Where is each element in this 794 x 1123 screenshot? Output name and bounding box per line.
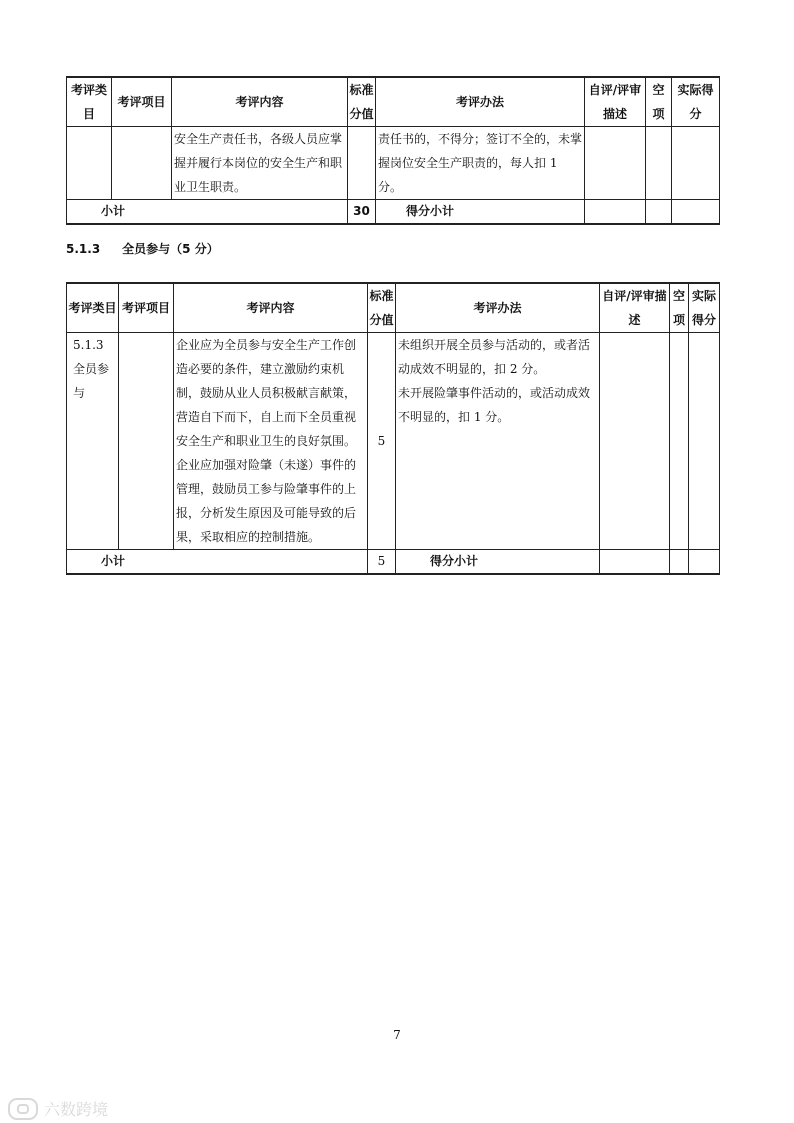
cell-method: 责任书的，不得分；签订不全的，未掌握岗位安全生产职责的，每人扣 1 分。 bbox=[376, 127, 585, 200]
content-paragraph-2: 企业应加强对险肇（未遂）事件的管理，鼓励员工参与险肇事件的上报，分析发生原因及可能导致的后果，采取相应的控制措施。 bbox=[176, 458, 357, 544]
subtotal-label: 小计 bbox=[67, 200, 348, 224]
cell-method bbox=[396, 333, 600, 550]
cell-empty bbox=[670, 333, 689, 550]
watermark-text: 六数跨境 bbox=[44, 1100, 109, 1119]
cell-self-review bbox=[585, 127, 646, 200]
section-title: 全员参与（5 分） bbox=[122, 242, 219, 256]
method-paragraph-2: 未开展险肇事件活动的，或活动成效不明显的，扣 1 分。 bbox=[398, 386, 591, 424]
header-project: 考评项目 bbox=[112, 77, 172, 127]
header-standard: 标准分值 bbox=[368, 283, 396, 333]
cell-content: 安全生产责任书，各级人员应掌握并履行本岗位的安全生产和职业卫生职责。 bbox=[172, 127, 348, 200]
header-content: 考评内容 bbox=[174, 283, 368, 333]
subtotal-empty bbox=[646, 200, 672, 224]
assessment-table-2 bbox=[66, 282, 720, 575]
header-content: 考评内容 bbox=[172, 77, 348, 127]
cell-project bbox=[112, 127, 172, 200]
subtotal-actual bbox=[672, 200, 720, 224]
subtotal-self-review bbox=[585, 200, 646, 224]
cell-actual bbox=[672, 127, 720, 200]
header-self-review: 自评/评审描述 bbox=[585, 77, 646, 127]
header-category: 考评类目 bbox=[67, 77, 112, 127]
header-project: 考评项目 bbox=[119, 283, 174, 333]
cell-category bbox=[67, 127, 112, 200]
subtotal-row bbox=[67, 550, 720, 574]
page-number: 7 bbox=[393, 1028, 401, 1042]
assessment-table-1 bbox=[66, 76, 720, 225]
cell-standard: 5 bbox=[368, 333, 396, 550]
subtotal-empty bbox=[670, 550, 689, 574]
section-heading bbox=[66, 240, 219, 257]
table-row bbox=[67, 127, 720, 200]
subtotal-row bbox=[67, 200, 720, 224]
content-paragraph-1: 企业应为全员参与安全生产工作创造必要的条件，建立激励约束机制，鼓励从业人员积极献言献策，营造自下而下，自上而下全员重视安全生产和职业卫生的良好氛围。 bbox=[176, 338, 357, 448]
subtotal-self-review bbox=[600, 550, 670, 574]
table-header-row bbox=[67, 283, 720, 333]
cell-content bbox=[174, 333, 368, 550]
header-empty: 空项 bbox=[646, 77, 672, 127]
cell-self-review bbox=[600, 333, 670, 550]
header-self-review: 自评/评审描述 bbox=[600, 283, 670, 333]
subtotal-actual bbox=[689, 550, 720, 574]
table-header-row bbox=[67, 77, 720, 127]
subtotal-label: 小计 bbox=[67, 550, 368, 574]
header-method: 考评办法 bbox=[396, 283, 600, 333]
header-method: 考评办法 bbox=[376, 77, 585, 127]
cell-actual bbox=[689, 333, 720, 550]
subtotal-value: 5 bbox=[368, 550, 396, 574]
score-subtotal-label: 得分小计 bbox=[376, 200, 585, 224]
cell-category: 5.1.3 全员参与 bbox=[67, 333, 119, 550]
cell-standard bbox=[348, 127, 376, 200]
header-actual: 实际得分 bbox=[689, 283, 720, 333]
cell-empty bbox=[646, 127, 672, 200]
header-empty: 空项 bbox=[670, 283, 689, 333]
watermark-logo-icon bbox=[8, 1098, 38, 1120]
header-actual: 实际得分 bbox=[672, 77, 720, 127]
cell-project bbox=[119, 333, 174, 550]
section-number: 5.1.3 bbox=[66, 242, 101, 256]
header-category: 考评类目 bbox=[67, 283, 119, 333]
subtotal-value: 30 bbox=[348, 200, 376, 224]
watermark bbox=[8, 1097, 108, 1120]
score-subtotal-label: 得分小计 bbox=[396, 550, 600, 574]
method-paragraph-1: 未组织开展全员参与活动的，或者活动成效不明显的，扣 2 分。 bbox=[398, 338, 591, 376]
header-standard: 标准分值 bbox=[348, 77, 376, 127]
table-row bbox=[67, 333, 720, 550]
